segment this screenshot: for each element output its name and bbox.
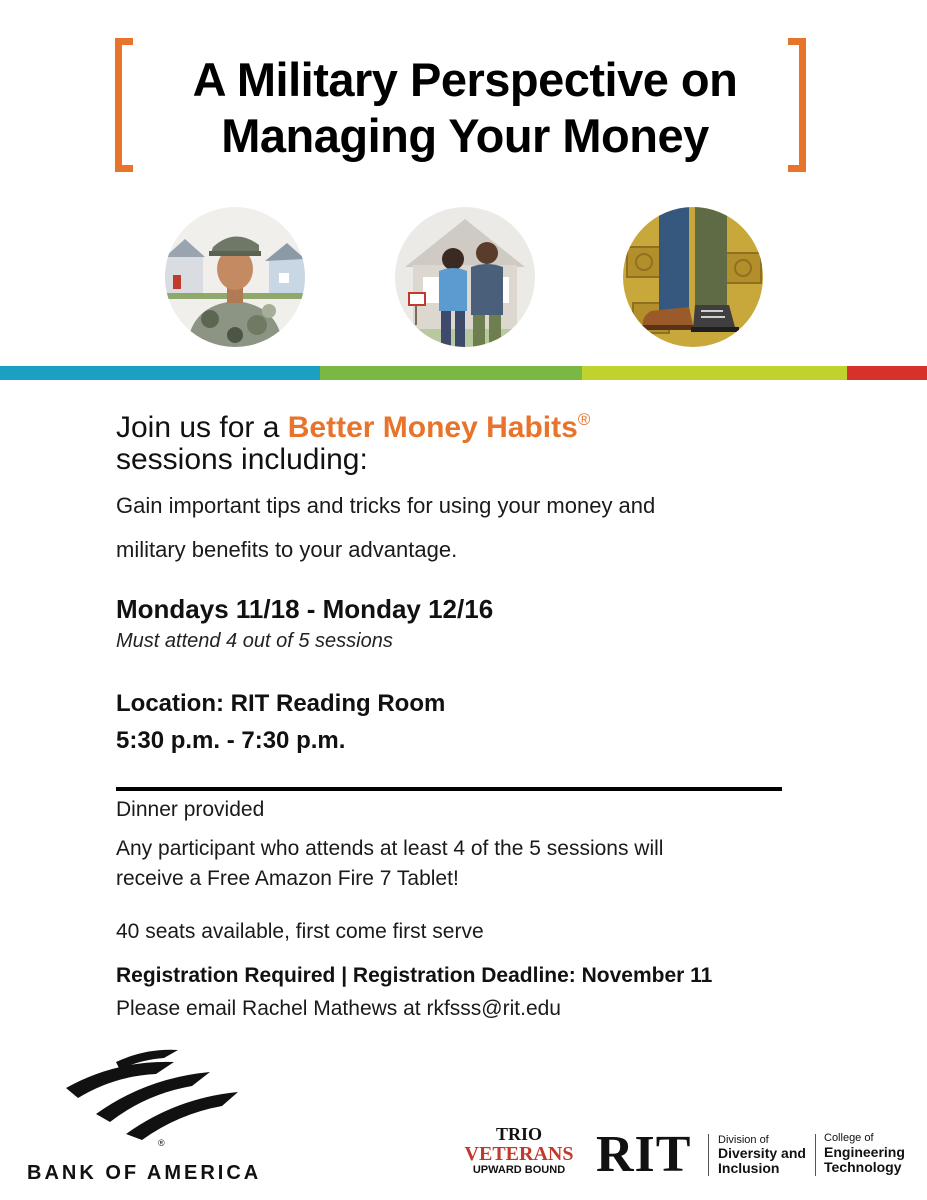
college-line-2: Technology [824,1159,902,1175]
upward-bound-label: UPWARD BOUND [472,1164,566,1176]
location: Location: RIT Reading Room [116,690,446,717]
rit-logo: RIT [596,1126,692,1183]
intro-line-1 [116,402,590,446]
boa-reg-mark: ® [158,1138,165,1148]
schedule-dates: Mondays 11/18 - Monday 12/16 [116,594,494,624]
rit-divider-2 [815,1134,816,1176]
college-line-1: Engineering [824,1144,905,1160]
divider [116,787,782,791]
description-line-2: military benefits to your advantage. [116,537,458,562]
colorbar-segment-red [847,366,927,380]
college-small: College of [824,1132,874,1144]
incentive-line-1: Any participant who attends at least 4 of the 5 sessions will [116,837,664,860]
family-home-icon [395,207,535,347]
brand-name: Better Money Habits [287,411,578,444]
seats-note: 40 seats available, first come first serve [116,920,484,943]
intro-prefix: Join us for a [116,411,288,444]
colorbar-segment-blue [0,366,320,380]
incentive-line-2: receive a Free Amazon Fire 7 Tablet! [116,867,459,890]
bank-of-america-name: BANK OF AMERICA [27,1162,262,1184]
title-line-2: Managing Your Money [221,109,709,162]
attendance-requirement: Must attend 4 out of 5 sessions [116,630,393,652]
trio-label: TRIO [495,1124,542,1144]
division-small: Division of [718,1134,769,1146]
title-line-1: A Military Perspective on [192,53,738,106]
boots-money-icon [623,207,763,347]
description-line-1: Gain important tips and tricks for using your money and [116,493,656,518]
registration-note: Registration Required | Registration Deadline: November 11 [116,964,713,987]
division-line-2: Inclusion [718,1160,780,1176]
rit-divider-1 [708,1134,709,1176]
registered-mark: ® [577,410,591,429]
colorbar-segment-green [320,366,582,380]
dinner-note: Dinner provided [116,798,265,821]
bank-of-america-logo-icon [62,1048,242,1153]
colorbar-segment-lime [582,366,847,380]
contact-info: Please email Rachel Mathews at rkfsss@rit.edu [116,997,561,1020]
soldier-icon [165,207,305,347]
division-line-1: Diversity and [718,1145,806,1161]
veterans-label: VETERANS [464,1143,574,1165]
session-time: 5:30 p.m. - 7:30 p.m. [116,727,346,754]
intro-line-2: sessions including: [116,443,368,476]
